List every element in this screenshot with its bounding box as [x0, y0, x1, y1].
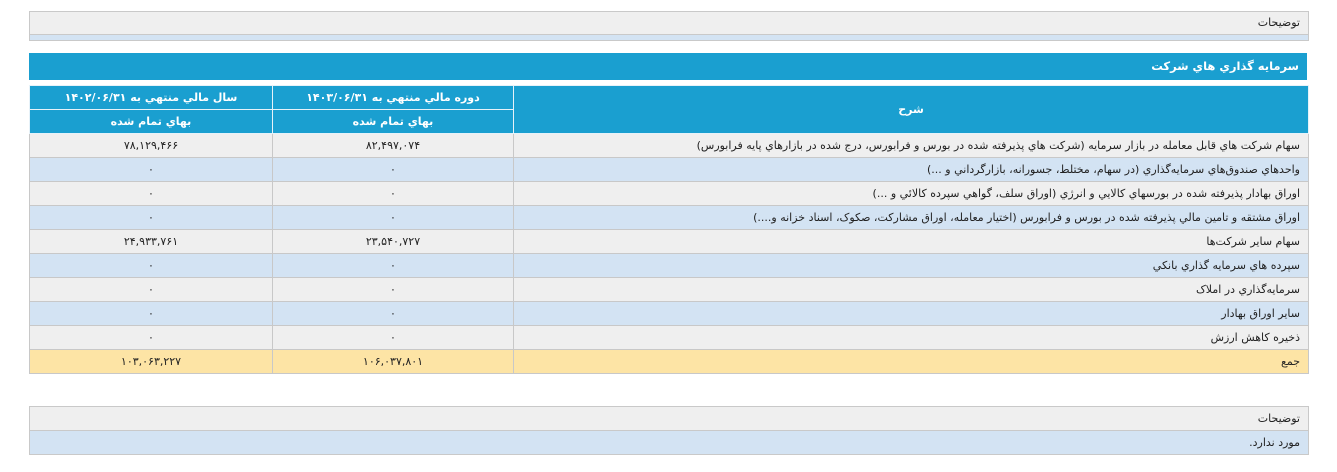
row-value-current: ۰ — [273, 254, 514, 278]
total-row — [30, 350, 1309, 374]
total-value-current: ۱۰۶,۰۳۷,۸۰۱ — [273, 350, 514, 374]
table-row — [30, 278, 1309, 302]
header-period-prior: سال مالي منتهي به ۱۴۰۲/۰۶/۳۱ — [30, 86, 273, 110]
bottom-notes-panel — [29, 406, 1309, 455]
row-value-prior: ۰ — [30, 326, 273, 350]
row-value-prior: ۷۸,۱۲۹,۴۶۶ — [30, 134, 273, 158]
header-sub-current: بهاي تمام شده — [273, 110, 514, 134]
row-label: سپرده هاي سرمايه گذاري بانکي — [514, 254, 1309, 278]
row-value-current: ۰ — [273, 326, 514, 350]
row-label: ساير اوراق بهادار — [514, 302, 1309, 326]
table-row — [30, 134, 1309, 158]
row-value-current: ۲۳,۵۴۰,۷۲۷ — [273, 230, 514, 254]
row-label: ذخيره کاهش ارزش — [514, 326, 1309, 350]
row-value-prior: ۰ — [30, 158, 273, 182]
header-description: شرح — [514, 86, 1309, 134]
row-value-prior: ۰ — [30, 206, 273, 230]
row-label: واحدهاي صندوق‌هاي سرمايه‌گذاري (در سهام، مختلط، جسورانه، بازارگرداني و ...) — [514, 158, 1309, 182]
row-label: اوراق مشتقه و تامين مالي پذيرفته شده در بورس و فرابورس (اختيار معامله، اوراق مشارکت، صکوک، اسناد خزانه و....) — [514, 206, 1309, 230]
row-label: اوراق بهادار پذيرفته شده در بورسهاي کالايي و انرژي (اوراق سلف، گواهي سپرده کالائي و ...) — [514, 182, 1309, 206]
row-value-current: ۰ — [273, 278, 514, 302]
table-row — [30, 326, 1309, 350]
header-sub-prior: بهاي تمام شده — [30, 110, 273, 134]
row-value-prior: ۰ — [30, 302, 273, 326]
table-row — [30, 158, 1309, 182]
row-label: سهام ساير شرکت‌ها — [514, 230, 1309, 254]
row-value-current: ۰ — [273, 158, 514, 182]
total-label: جمع — [514, 350, 1309, 374]
row-value-prior: ۰ — [30, 182, 273, 206]
total-value-prior: ۱۰۳,۰۶۳,۲۲۷ — [30, 350, 273, 374]
top-notes-body — [30, 34, 1308, 40]
row-value-prior: ۰ — [30, 278, 273, 302]
table-row — [30, 206, 1309, 230]
row-value-current: ۰ — [273, 182, 514, 206]
investments-table — [29, 85, 1309, 374]
top-notes-panel — [29, 11, 1309, 41]
table-row — [30, 302, 1309, 326]
header-period-current: دوره مالي منتهي به ۱۴۰۳/۰۶/۳۱ — [273, 86, 514, 110]
row-value-prior: ۲۴,۹۳۳,۷۶۱ — [30, 230, 273, 254]
top-notes-title: توضيحات — [1257, 16, 1300, 29]
section-title: سرمايه گذاري هاي شرکت — [29, 53, 1307, 80]
row-value-current: ۰ — [273, 206, 514, 230]
table-row — [30, 230, 1309, 254]
table-row — [30, 254, 1309, 278]
row-label: سرمايه‌گذاري در املاک — [514, 278, 1309, 302]
table-row — [30, 182, 1309, 206]
row-value-prior: ۰ — [30, 254, 273, 278]
row-value-current: ۸۲,۴۹۷,۰۷۴ — [273, 134, 514, 158]
row-value-current: ۰ — [273, 302, 514, 326]
bottom-notes-title: توضيحات — [30, 407, 1308, 430]
row-label: سهام شرکت هاي قابل معامله در بازار سرمايه (شرکت هاي پذيرفته شده در بورس و فرابورس، درج شده در بازارهاي پايه فرابورس) — [514, 134, 1309, 158]
bottom-notes-body: مورد ندارد. — [30, 430, 1308, 454]
